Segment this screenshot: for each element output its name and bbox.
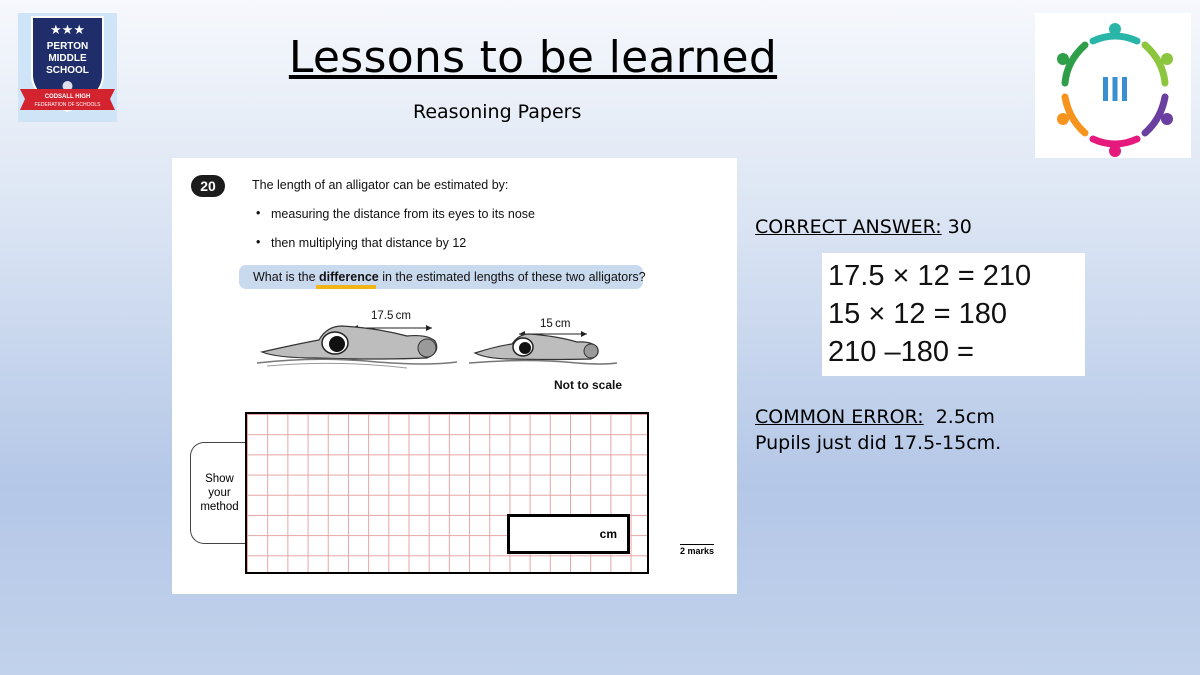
alligators-illustration (257, 308, 637, 378)
show-method-tab: Show your method (190, 442, 248, 544)
question-number-badge: 20 (191, 175, 225, 197)
question-text-end: in the estimated lengths of these two alligators? (378, 270, 646, 284)
common-error-line (755, 406, 995, 428)
logo-name-line-3: SCHOOL (46, 65, 89, 76)
page-title: Lessons to be learned (288, 32, 778, 83)
logo-stars: ★★★ (50, 23, 85, 38)
page-subtitle: Reasoning Papers (413, 101, 582, 123)
correct-answer-line (755, 216, 972, 238)
alligator-large-label: 17.5 cm (371, 310, 412, 322)
calc-line-1: 17.5 × 12 = 210 (828, 260, 1032, 292)
correct-answer-label: CORRECT ANSWER: (755, 216, 942, 238)
answer-box (507, 514, 630, 554)
logo-name-line-1: PERTON (46, 41, 89, 52)
alligator-small-icon (469, 331, 617, 364)
not-to-scale-note: Not to scale (554, 378, 623, 392)
bullet-2: then multiplying that distance by 12 (271, 236, 467, 250)
alligator-small-label: 15 cm (540, 318, 571, 330)
marks-label: 2 marks (680, 546, 715, 556)
calculation-box (822, 253, 1085, 376)
common-error-note: Pupils just did 17.5-15cm. (755, 432, 1002, 454)
logo-ribbon-line-1: CODSALL HIGH (44, 94, 91, 100)
bullet-1: measuring the distance from its eyes to its nose (271, 207, 536, 221)
question-text (253, 270, 646, 284)
question-text-start: What is the (253, 270, 319, 284)
calc-line-3: 210 –180 = (828, 336, 974, 368)
alligator-large-icon (257, 325, 457, 368)
common-error-value: 2.5cm (935, 406, 995, 428)
question-intro: The length of an alligator can be estimated by: (252, 178, 509, 192)
calc-line-2: 15 × 12 = 180 (828, 298, 1007, 330)
bullet-dot: • (256, 235, 261, 249)
logo-ribbon-line-2: FEDERATION OF SCHOOLS (34, 102, 101, 108)
exam-question-image (172, 158, 737, 594)
answer-unit: cm (599, 527, 617, 541)
logo-name-line-2: MIDDLE (48, 53, 87, 64)
difference-underline (316, 285, 376, 289)
common-error-label: COMMON ERROR: (755, 406, 924, 428)
question-keyword: difference (319, 270, 379, 284)
bullet-dot: • (256, 206, 261, 220)
correct-answer-value: 30 (947, 216, 972, 238)
